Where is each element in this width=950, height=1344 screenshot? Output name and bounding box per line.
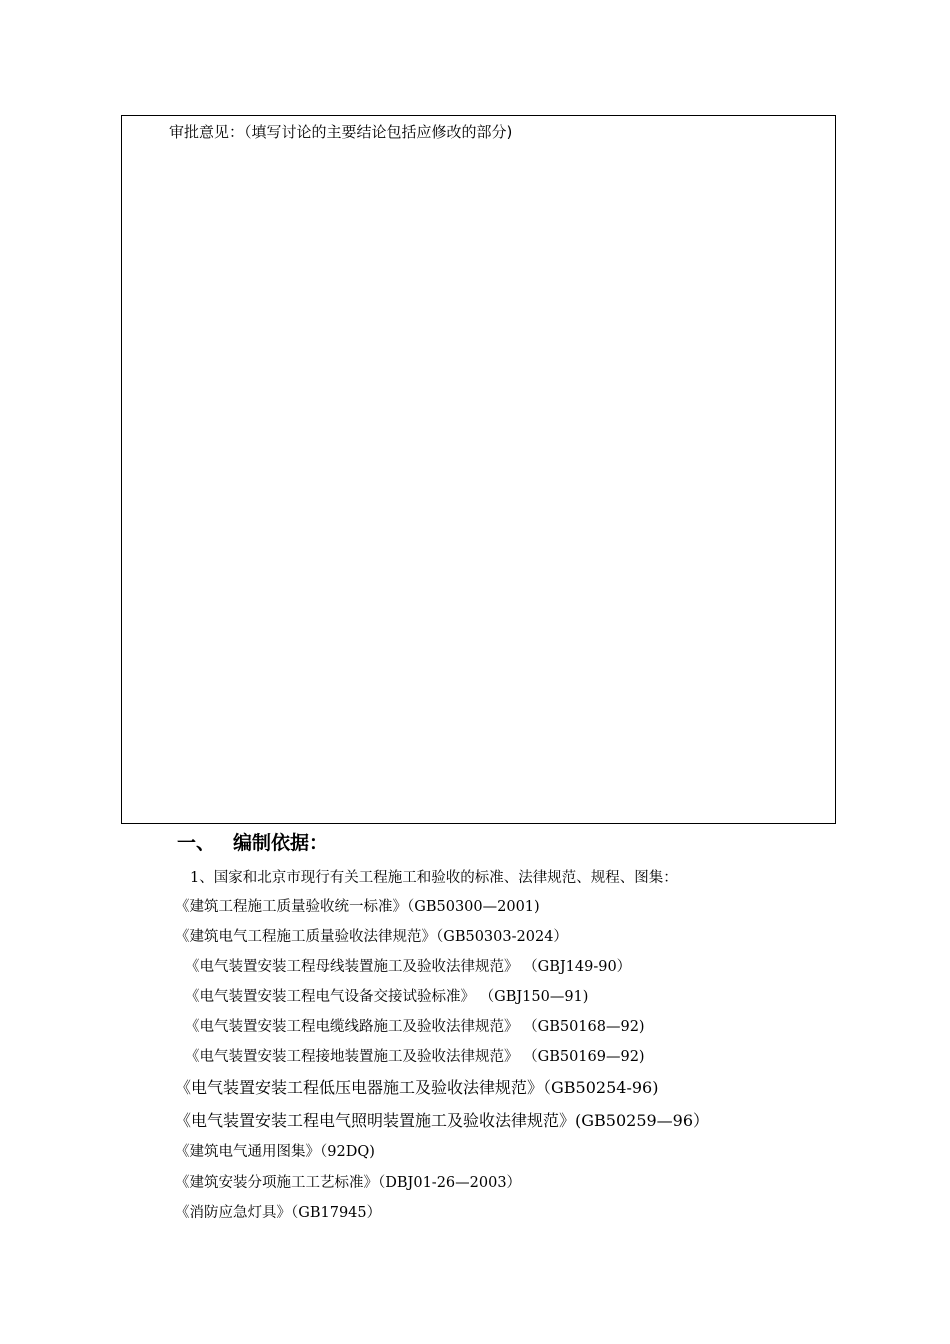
- approval-opinion-box: [121, 115, 836, 824]
- intro-paragraph: 1、国家和北京市现行有关工程施工和验收的标准、法律规范、规程、图集：: [190, 870, 678, 886]
- standard-item: 《电气装置安装工程低压电器施工及验收法律规范》（GB50254-96): [175, 1078, 659, 1097]
- standard-item: 《电气装置安装工程电气照明装置施工及验收法律规范》(GB50259—96）: [175, 1111, 710, 1130]
- section-title: 编制依据：: [233, 832, 329, 854]
- section-heading: [177, 828, 328, 855]
- standard-item: 《建筑工程施工质量验收统一标准》（GB50300—2001): [175, 899, 540, 915]
- standard-item: 《电气装置安装工程电气设备交接试验标准》 （GBJ150—91): [185, 989, 589, 1005]
- standard-item: 《电气装置安装工程接地装置施工及验收法律规范》 （GB50169—92): [185, 1049, 645, 1065]
- standard-item: 《消防应急灯具》（GB17945）: [175, 1205, 382, 1221]
- standard-item: 《电气装置安装工程母线装置施工及验收法律规范》 （GBJ149-90）: [185, 959, 632, 975]
- approval-opinion-label: 审批意见：（填写讨论的主要结论包括应修改的部分): [169, 123, 513, 141]
- section-number: 一、: [177, 832, 216, 854]
- standard-item: 《建筑电气通用图集》（92DQ): [175, 1144, 375, 1160]
- standard-item: 《建筑安装分项施工工艺标准》（DBJ01-26—2003）: [175, 1175, 522, 1191]
- standard-item: 《建筑电气工程施工质量验收法律规范》（GB50303-2024）: [175, 929, 568, 945]
- standard-item: 《电气装置安装工程电缆线路施工及验收法律规范》 （GB50168—92): [185, 1019, 645, 1035]
